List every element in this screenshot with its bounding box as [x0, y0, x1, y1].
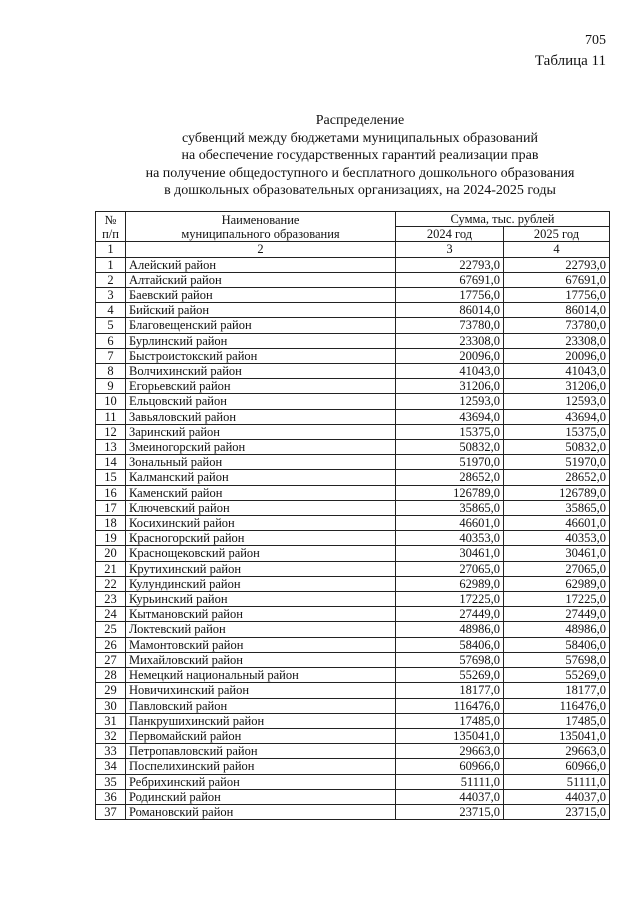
district-name: Немецкий национальный район — [126, 668, 396, 683]
row-number: 2 — [96, 272, 126, 287]
table-body — [96, 257, 610, 820]
title-line: Распределение — [315, 113, 405, 128]
amount-2025: 116476,0 — [504, 698, 610, 713]
row-number: 29 — [96, 683, 126, 698]
table-row — [96, 713, 610, 728]
amount-2025: 41043,0 — [504, 364, 610, 379]
table-row — [96, 804, 610, 819]
amount-2024: 17485,0 — [396, 713, 504, 728]
amount-2024: 73780,0 — [396, 318, 504, 333]
district-name: Родинский район — [126, 789, 396, 804]
amount-2024: 27449,0 — [396, 607, 504, 622]
district-name: Новичихинский район — [126, 683, 396, 698]
header-year-2025: 2025 год — [504, 227, 610, 242]
table-row — [96, 759, 610, 774]
amount-2024: 126789,0 — [396, 485, 504, 500]
table-row — [96, 546, 610, 561]
table-row — [96, 379, 610, 394]
amount-2024: 58406,0 — [396, 637, 504, 652]
table-row — [96, 744, 610, 759]
amount-2024: 44037,0 — [396, 789, 504, 804]
row-number: 35 — [96, 774, 126, 789]
amount-2025: 17756,0 — [504, 288, 610, 303]
amount-2024: 17225,0 — [396, 592, 504, 607]
row-number: 31 — [96, 713, 126, 728]
table-row — [96, 698, 610, 713]
header-name-line1: Наименование — [221, 212, 300, 227]
amount-2024: 51111,0 — [396, 774, 504, 789]
amount-2025: 57698,0 — [504, 652, 610, 667]
amount-2024: 29663,0 — [396, 744, 504, 759]
document-title — [90, 112, 630, 200]
district-name: Бийский район — [126, 303, 396, 318]
row-number: 7 — [96, 348, 126, 363]
table-row — [96, 592, 610, 607]
amount-2025: 23715,0 — [504, 804, 610, 819]
title-line: субвенций между бюджетами муниципальных образований — [182, 130, 538, 146]
table-row — [96, 774, 610, 789]
header-name — [126, 212, 396, 242]
row-number: 11 — [96, 409, 126, 424]
row-number: 32 — [96, 728, 126, 743]
amount-2024: 46601,0 — [396, 516, 504, 531]
amount-2025: 44037,0 — [504, 789, 610, 804]
table-row — [96, 668, 610, 683]
table-row — [96, 348, 610, 363]
amount-2024: 28652,0 — [396, 470, 504, 485]
amount-2025: 12593,0 — [504, 394, 610, 409]
amount-2025: 51111,0 — [504, 774, 610, 789]
table-row — [96, 622, 610, 637]
district-name: Михайловский район — [126, 652, 396, 667]
table-row — [96, 561, 610, 576]
page-number: 705 — [585, 33, 606, 48]
district-name: Егорьевский район — [126, 379, 396, 394]
amount-2025: 60966,0 — [504, 759, 610, 774]
table-row — [96, 683, 610, 698]
row-number: 15 — [96, 470, 126, 485]
table-row — [96, 485, 610, 500]
district-name: Курьинский район — [126, 592, 396, 607]
row-number: 25 — [96, 622, 126, 637]
amount-2025: 27065,0 — [504, 561, 610, 576]
district-name: Красногорский район — [126, 531, 396, 546]
amount-2025: 31206,0 — [504, 379, 610, 394]
row-number: 27 — [96, 652, 126, 667]
amount-2024: 51970,0 — [396, 455, 504, 470]
table-row — [96, 318, 610, 333]
district-name: Змеиногорский район — [126, 440, 396, 455]
amount-2025: 35865,0 — [504, 500, 610, 515]
district-name: Зональный район — [126, 455, 396, 470]
amount-2024: 50832,0 — [396, 440, 504, 455]
amount-2025: 20096,0 — [504, 348, 610, 363]
amount-2025: 17485,0 — [504, 713, 610, 728]
district-name: Кулундинский район — [126, 576, 396, 591]
amount-2024: 48986,0 — [396, 622, 504, 637]
row-number: 16 — [96, 485, 126, 500]
row-number: 26 — [96, 637, 126, 652]
amount-2025: 23308,0 — [504, 333, 610, 348]
subsidy-table — [95, 211, 610, 820]
row-number: 34 — [96, 759, 126, 774]
row-number: 4 — [96, 303, 126, 318]
table-label: Таблица 11 — [534, 53, 606, 69]
district-name: Заринский район — [126, 424, 396, 439]
row-number: 37 — [96, 804, 126, 819]
amount-2025: 51970,0 — [504, 455, 610, 470]
district-name: Бурлинский район — [126, 333, 396, 348]
district-name: Волчихинский район — [126, 364, 396, 379]
amount-2025: 29663,0 — [504, 744, 610, 759]
amount-2024: 35865,0 — [396, 500, 504, 515]
district-name: Быстроистокский район — [126, 348, 396, 363]
district-name: Панкрушихинский район — [126, 713, 396, 728]
row-number: 14 — [96, 455, 126, 470]
amount-2024: 57698,0 — [396, 652, 504, 667]
header-name-line2: муниципального образования — [181, 226, 340, 241]
amount-2025: 30461,0 — [504, 546, 610, 561]
row-number: 6 — [96, 333, 126, 348]
column-index: 2 — [126, 242, 396, 257]
header-sum: Сумма, тыс. рублей — [396, 212, 610, 227]
amount-2025: 43694,0 — [504, 409, 610, 424]
table-row — [96, 637, 610, 652]
amount-2024: 23308,0 — [396, 333, 504, 348]
row-number: 5 — [96, 318, 126, 333]
amount-2025: 86014,0 — [504, 303, 610, 318]
amount-2024: 31206,0 — [396, 379, 504, 394]
table-row — [96, 364, 610, 379]
district-name: Павловский район — [126, 698, 396, 713]
title-line: на получение общедоступного и бесплатного дошкольного образования — [145, 165, 575, 181]
amount-2024: 55269,0 — [396, 668, 504, 683]
row-number: 21 — [96, 561, 126, 576]
district-name: Калманский район — [126, 470, 396, 485]
district-name: Романовский район — [126, 804, 396, 819]
amount-2024: 86014,0 — [396, 303, 504, 318]
column-index: 1 — [96, 242, 126, 257]
row-number: 9 — [96, 379, 126, 394]
amount-2025: 135041,0 — [504, 728, 610, 743]
table-row — [96, 470, 610, 485]
table-row — [96, 500, 610, 515]
amount-2025: 126789,0 — [504, 485, 610, 500]
district-name: Каменский район — [126, 485, 396, 500]
row-number: 8 — [96, 364, 126, 379]
amount-2025: 58406,0 — [504, 637, 610, 652]
row-number: 22 — [96, 576, 126, 591]
amount-2024: 67691,0 — [396, 272, 504, 287]
header-year-2024: 2024 год — [396, 227, 504, 242]
amount-2025: 73780,0 — [504, 318, 610, 333]
amount-2025: 40353,0 — [504, 531, 610, 546]
row-number: 36 — [96, 789, 126, 804]
table-row — [96, 272, 610, 287]
row-number: 17 — [96, 500, 126, 515]
amount-2024: 27065,0 — [396, 561, 504, 576]
table-row — [96, 409, 610, 424]
district-name: Завьяловский район — [126, 409, 396, 424]
table-row — [96, 440, 610, 455]
table-row — [96, 455, 610, 470]
district-name: Благовещенский район — [126, 318, 396, 333]
amount-2025: 17225,0 — [504, 592, 610, 607]
header-number-line1: № — [104, 212, 117, 227]
amount-2024: 40353,0 — [396, 531, 504, 546]
amount-2025: 28652,0 — [504, 470, 610, 485]
amount-2025: 55269,0 — [504, 668, 610, 683]
amount-2024: 41043,0 — [396, 364, 504, 379]
row-number: 30 — [96, 698, 126, 713]
row-number: 33 — [96, 744, 126, 759]
amount-2024: 20096,0 — [396, 348, 504, 363]
amount-2024: 116476,0 — [396, 698, 504, 713]
amount-2025: 27449,0 — [504, 607, 610, 622]
district-name: Баевский район — [126, 288, 396, 303]
row-number: 20 — [96, 546, 126, 561]
table-row — [96, 516, 610, 531]
district-name: Ключевский район — [126, 500, 396, 515]
table-row — [96, 424, 610, 439]
amount-2025: 46601,0 — [504, 516, 610, 531]
amount-2024: 18177,0 — [396, 683, 504, 698]
district-name: Краснощековский район — [126, 546, 396, 561]
amount-2024: 60966,0 — [396, 759, 504, 774]
row-number: 10 — [96, 394, 126, 409]
row-number: 19 — [96, 531, 126, 546]
district-name: Ельцовский район — [126, 394, 396, 409]
table-row — [96, 789, 610, 804]
row-number: 24 — [96, 607, 126, 622]
row-number: 1 — [96, 257, 126, 272]
column-index: 4 — [504, 242, 610, 257]
table-row — [96, 394, 610, 409]
column-index: 3 — [396, 242, 504, 257]
district-name: Косихинский район — [126, 516, 396, 531]
amount-2024: 15375,0 — [396, 424, 504, 439]
table-row — [96, 288, 610, 303]
district-name: Мамонтовский район — [126, 637, 396, 652]
table-row — [96, 531, 610, 546]
district-name: Алтайский район — [126, 272, 396, 287]
table-row — [96, 652, 610, 667]
amount-2024: 30461,0 — [396, 546, 504, 561]
row-number: 18 — [96, 516, 126, 531]
district-name: Первомайский район — [126, 728, 396, 743]
amount-2025: 67691,0 — [504, 272, 610, 287]
header-number — [96, 212, 126, 242]
amount-2024: 17756,0 — [396, 288, 504, 303]
amount-2024: 12593,0 — [396, 394, 504, 409]
row-number: 13 — [96, 440, 126, 455]
district-name: Кытмановский район — [126, 607, 396, 622]
amount-2025: 50832,0 — [504, 440, 610, 455]
amount-2025: 18177,0 — [504, 683, 610, 698]
district-name: Алейский район — [126, 257, 396, 272]
table-row — [96, 576, 610, 591]
district-name: Поспелихинский район — [126, 759, 396, 774]
header-number-line2: п/п — [102, 226, 119, 241]
amount-2024: 62989,0 — [396, 576, 504, 591]
amount-2024: 23715,0 — [396, 804, 504, 819]
table-row — [96, 607, 610, 622]
district-name: Ребрихинский район — [126, 774, 396, 789]
amount-2024: 43694,0 — [396, 409, 504, 424]
amount-2025: 62989,0 — [504, 576, 610, 591]
title-line: на обеспечение государственных гарантий реализации прав — [181, 148, 539, 163]
amount-2025: 15375,0 — [504, 424, 610, 439]
table-row — [96, 728, 610, 743]
table-row — [96, 257, 610, 272]
table-row — [96, 303, 610, 318]
row-number: 23 — [96, 592, 126, 607]
amount-2025: 48986,0 — [504, 622, 610, 637]
amount-2024: 135041,0 — [396, 728, 504, 743]
amount-2024: 22793,0 — [396, 257, 504, 272]
title-line: в дошкольных образовательных организациях, на 2024-2025 годы — [164, 183, 556, 198]
district-name: Локтевский район — [126, 622, 396, 637]
table-row — [96, 333, 610, 348]
row-number: 3 — [96, 288, 126, 303]
row-number: 12 — [96, 424, 126, 439]
district-name: Крутихинский район — [126, 561, 396, 576]
district-name: Петропавловский район — [126, 744, 396, 759]
amount-2025: 22793,0 — [504, 257, 610, 272]
row-number: 28 — [96, 668, 126, 683]
